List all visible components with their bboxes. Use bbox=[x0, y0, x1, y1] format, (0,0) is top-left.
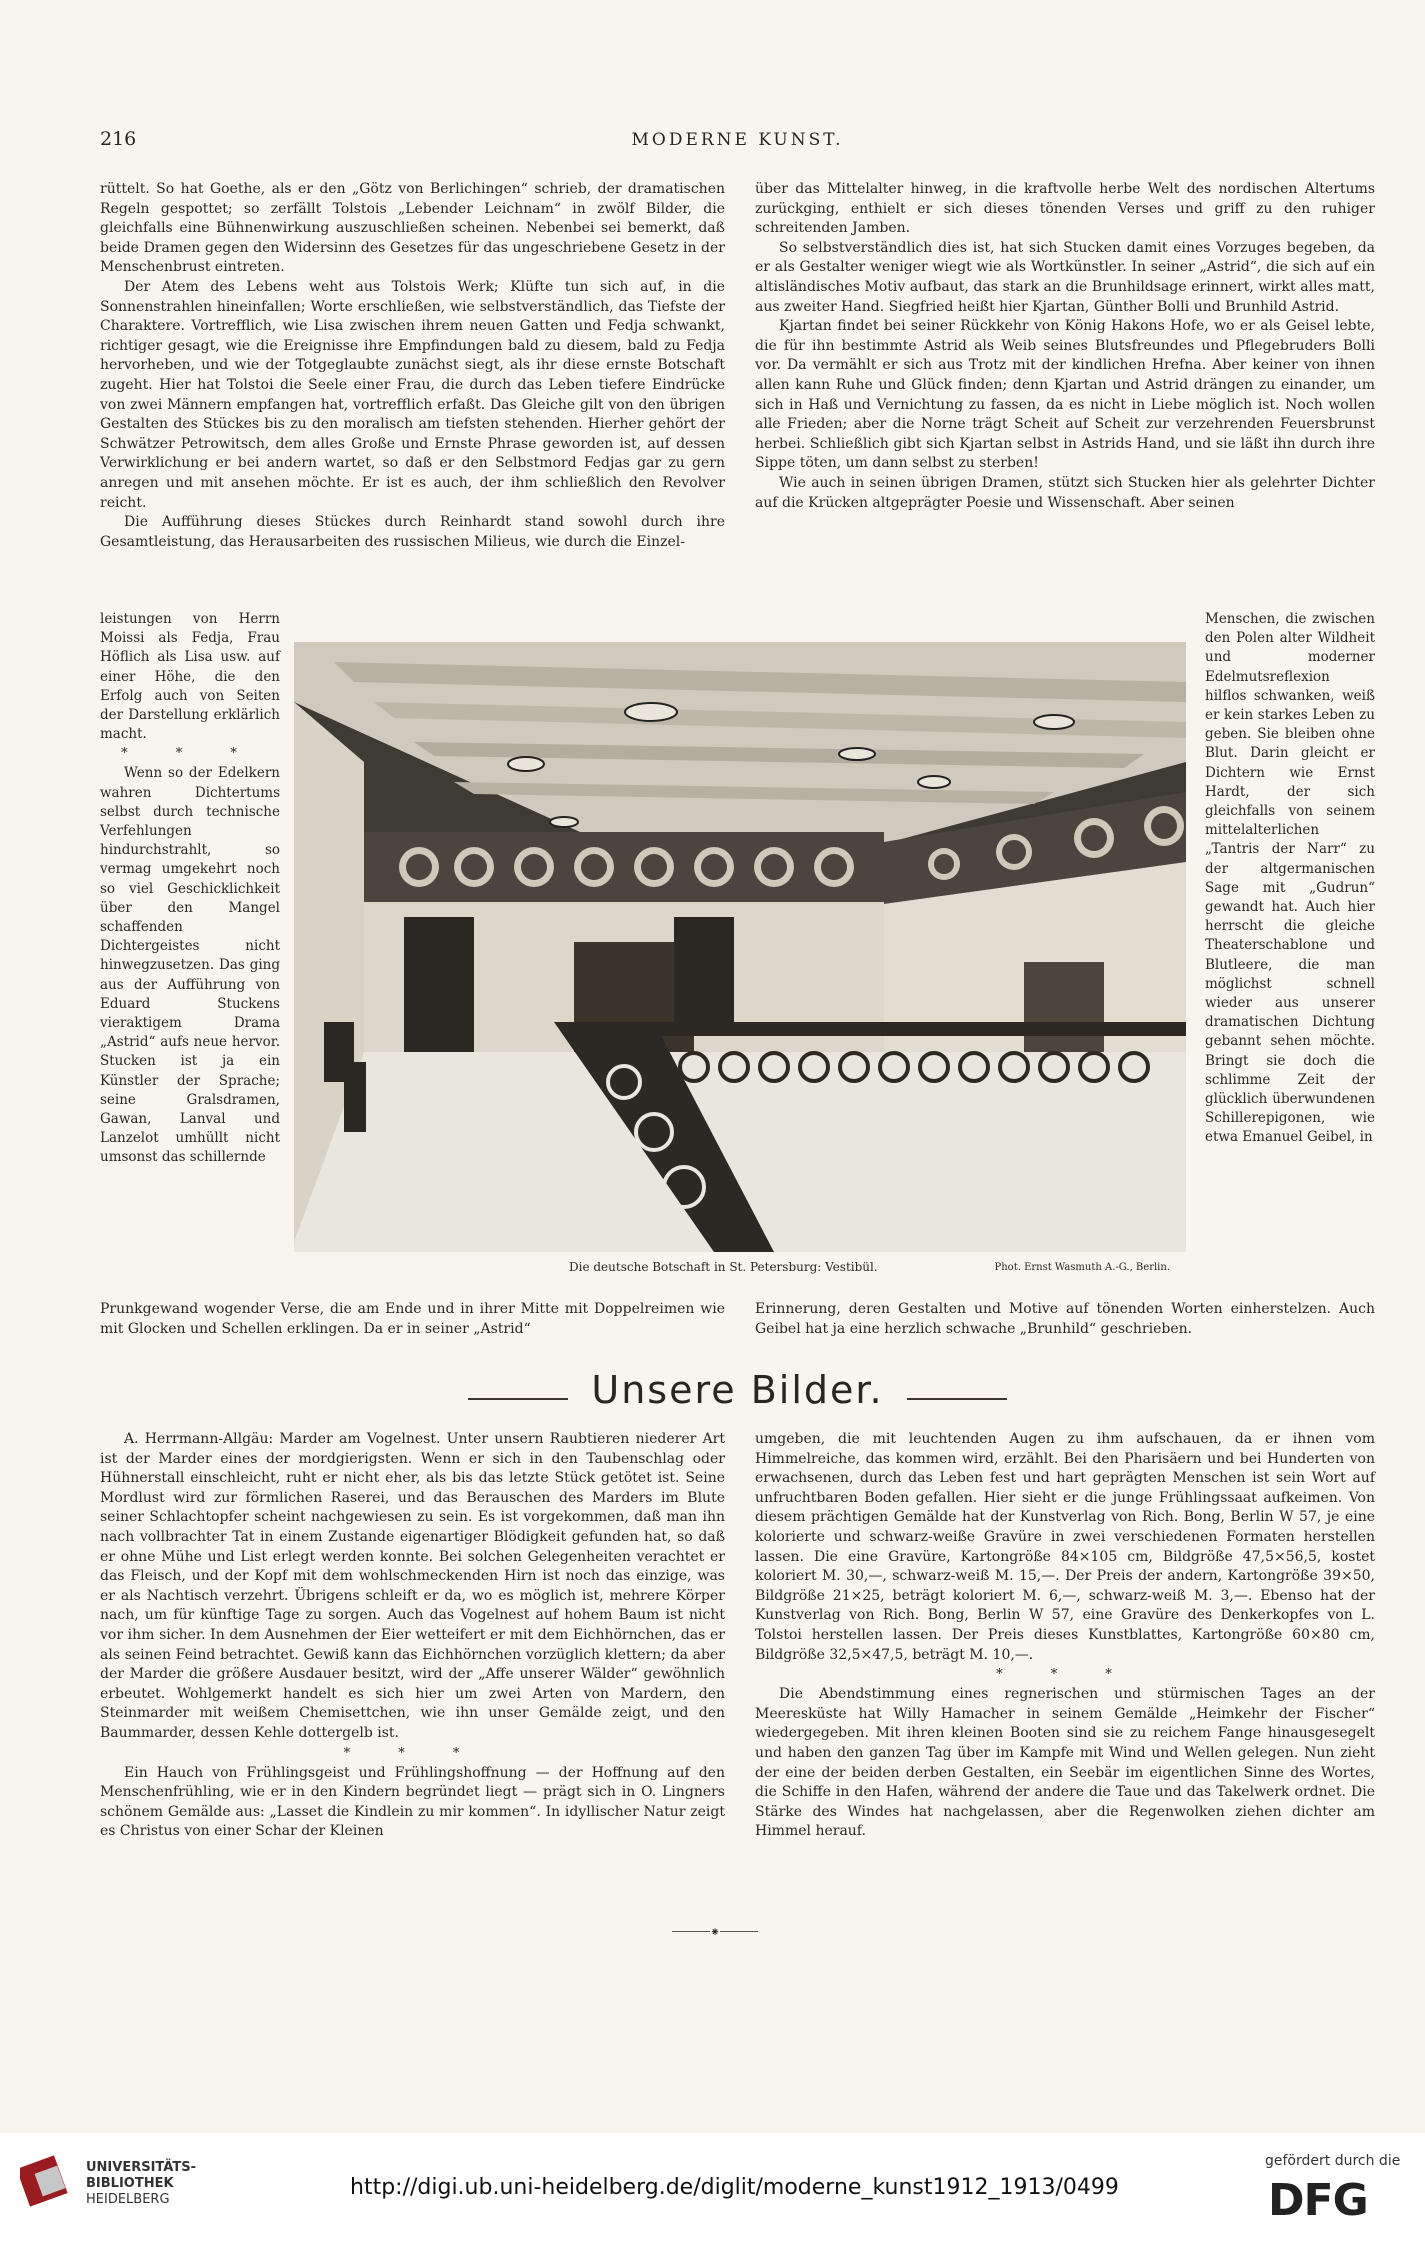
paragraph: leistungen von Herrn Moissi als Fedja, Frau Höflich als Lisa usw. auf einer Höhe, die den Erfolg auch von Seiten der Darstellung erklärlich macht. bbox=[100, 611, 280, 743]
bilder-left-column bbox=[100, 1430, 725, 1842]
photo-credit: Phot. Ernst Wasmuth A.-G., Berlin. bbox=[994, 1262, 1170, 1273]
university-library-logo-icon bbox=[20, 2151, 80, 2211]
running-title: MODERNE KUNST. bbox=[631, 130, 844, 150]
heading-rule-left bbox=[468, 1398, 568, 1400]
article-left-bottom bbox=[100, 1300, 725, 1339]
funded-by-label: gefördert durch die bbox=[1265, 2153, 1401, 2169]
source-url-link[interactable]: http://digi.ub.uni-heidelberg.de/diglit/moderne_kunst1912_1913/0499 bbox=[350, 2175, 1119, 2200]
article-right-bottom bbox=[755, 1300, 1375, 1339]
section-stars: * * * bbox=[996, 1667, 1134, 1683]
paragraph: A. Herrmann-Allgäu: Marder am Vogelnest. Unter unsern Raubtieren niederer Art ist der Marder eines der mordgierigsten. Wenn er sich in den Taubenschlag oder Hühnerstall einschleicht, ruht er nicht eher, als bis das letzte Stück getötet ist. Seine Mordlust wird zur förmlichen Raserei, und das Berauschen des Marders im Blute seiner Schlachtopfer scheint nachgewiesen zu sein. Es ist vorgekommen, daß man ihn nach vollbrachter Tat in einem Zustande eigenartiger Blödigkeit gefunden hat, so daß er ohne Mühe und List erlegt werden konnte. Bei solchen Gelegenheiten verachtet er das Fleisch, und der Kopf mit dem wohlschmeckenden Hirn ist noch das einzige, was er als Nachtisch verzehrt. Übrigens schleift er da, wo es möglich ist, mehrere Körper nach, um für künftige Tage zu sorgen. Auch das Vogelnest auf hohem Baum ist nicht vor ihm sicher. In dem Ausnehmen der Eier wetteifert er mit dem Eichhörnchen, das er als seinen Feind betrachtet. Gewiß kann das Eichhörnchen vorzüglich klettern; da aber der Marder die größere Ausdauer besitzt, wird der „Affe unserer Wälder“ gewöhnlich erbeutet. Wohlgemerkt handelt es sich hier um zwei Arten von Mardern, den Steinmarder mit weißem Chemisettchen, wie ihn unser Gemälde zeigt, und den Baummarder, dessen Kehle dottergelb ist. bbox=[100, 1431, 725, 1741]
article-right-narrow bbox=[1205, 610, 1375, 1148]
article-left-narrow bbox=[100, 610, 280, 1168]
institution-line: HEIDELBERG bbox=[86, 2192, 170, 2207]
paragraph: Erinnerung, deren Gestalten und Motive auf tönenden Worten einherstelzen. Auch Geibel hat ja eine herzlich schwache „Brunhild“ geschrieben. bbox=[755, 1301, 1375, 1337]
paragraph: umgeben, die mit leuchtenden Augen zu ihm aufschauen, da er ihnen vom Himmelreiche, das kommen wird, erzählt. Bei den Pharisäern und bei Hunderten von erwachsenen, durch das Leben fest und hart geprägten Menschen ist sein Wort auf unfruchtbaren Boden gefallen. Hier sieht er die junge Frühlingssaat aufkeimen. Von diesem prächtigen Gemälde hat der Kunstverlag von Rich. Bong, Berlin W 57, je eine kolorierte und schwarz-weiße Gravüre in zwei verschiedenen Formaten herstellen lassen. Die eine Gravüre, Kartongröße 84×105 cm, Bildgröße 47,5×56,5, kostet koloriert M. 30,—, schwarz-weiß M. 15,—. Der Preis der andern, Kartongröße 39×50, Bildgröße 21×25, beträgt koloriert M. 6,—, schwarz-weiß M. 3,—. Ebenso hat der Kunstverlag von Rich. Bong, Berlin W 57, eine Gravüre des Denkerkopfes von L. Tolstoi herstellen lassen. Der Preis dieses Kunstblattes, Kartongröße 60×80 cm, Bildgröße 32,5×47,5, beträgt M. 10,—. bbox=[755, 1431, 1375, 1663]
end-ornament: ⁕ bbox=[660, 1924, 770, 1939]
institution-line: BIBLIOTHEK bbox=[86, 2176, 174, 2191]
article-right-column bbox=[755, 180, 1375, 513]
paragraph: Kjartan findet bei seiner Rückkehr von König Hakons Hofe, wo er als Geisel lebte, die für ihn bestimmte Astrid als Weib seines Blutsfreundes und Pflegebruders Bolli vor. Da vermählt er sich aus Trotz mit der kindlichen Hrefna. Aber keiner von ihnen allen kann Ruhe und Glück finden; denn Kjartan und Astrid drängen zu einander, um sich in Haß und Vernichtung zu fassen, da es nicht in Liebe möglich ist. Noch wollen alle Frieden; aber die Norne trägt Scheit auf Scheit zur verzehrenden Feuersbrunst herbei. Schließlich gibt sich Kjartan selbst in Astrids Hand, und sie läßt ihn durch ihre Sippe töten, um dann selbst zu sterben! bbox=[755, 318, 1375, 472]
paragraph: Prunkgewand wogender Verse, die am Ende und in ihrer Mitte mit Doppelreimen wie mit Glocken und Schellen erklingen. Da er in seiner „Astrid“ bbox=[100, 1301, 725, 1337]
paragraph: Wenn so der Edelkern wahren Dichtertums selbst durch technische Verfehlungen hindurchstrahlt, so vermag umgekehrt noch so viel Geschicklichkeit über den Mangel schaffenden Dichtergeistes nicht hinwegzusetzen. Das ging aus der Aufführung von Eduard Stuckens vieraktigem Drama „Astrid“ aufs neue hervor. Stucken ist ja ein Künstler der Sprache; seine Gralsdramen, Gawan, Lanval und Lanzelot umhüllt nicht umsonst das schillernde bbox=[100, 765, 280, 1166]
paragraph: Die Abendstimmung eines regnerischen und stürmischen Tages an der Meeresküste hat Willy Hamacher in seinem Gemälde „Heimkehr der Fischer“ wiedergegeben. Mit ihren kleinen Booten sind sie zu reichem Fange hinausgesegelt und haben den ganzen Tag über im Kampfe mit Wind und Wellen gelegen. Nun zieht der eine der beiden derben Gestalten, ein Seebär im eigentlichen Sinne des Wortes, die Schiffe in den Hafen, während der andere die Taue und das Takelwerk ordnet. Die Stärke des Windes hat nachgelassen, aber die Regenwolken ziehen dichter am Himmel herauf. bbox=[755, 1686, 1375, 1840]
section-title: Unsere Bilder. bbox=[591, 1368, 884, 1412]
paragraph: Ein Hauch von Frühlingsgeist und Frühlingshoffnung — der Hoffnung auf den Menschenfrühling, wie er in den Kindern begründet liegt — prägt sich in O. Lingners schönem Gemälde aus: „Lasset die Kindlein zu mir kommen“. In idyllischer Natur zeigt es Christus von einer Schar der Kleinen bbox=[100, 1764, 725, 1840]
institution-line: UNIVERSITÄTS- bbox=[86, 2160, 196, 2175]
paragraph: Die Aufführung dieses Stückes durch Reinhardt stand sowohl durch ihre Gesamtleistung, das Herausarbeiten des russischen Milieus, wie durch die Einzel- bbox=[100, 514, 725, 550]
section-heading bbox=[100, 1368, 1375, 1422]
institution-name bbox=[86, 2160, 196, 2208]
section-stars: * * * bbox=[121, 746, 259, 762]
page-number: 216 bbox=[100, 128, 137, 150]
paragraph: über das Mittelalter hinweg, in die kraftvolle herbe Welt des nordischen Altertums zurückging, enthielt er sich dieses tönenden Verses und griff zu den ruhiger schreitenden Jamben. bbox=[755, 181, 1375, 237]
page-header bbox=[100, 128, 1375, 158]
caption-text: Die deutsche Botschaft in St. Petersburg: Vestibül. bbox=[569, 1260, 878, 1274]
bilder-right-column bbox=[755, 1430, 1375, 1842]
vestibule-illustration bbox=[294, 642, 1186, 1252]
paragraph: Menschen, die zwischen den Polen alter Wildheit und moderner Edelmutsreflexion hilflos schwanken, weiß er kein starkes Leben zu geben. Sie bleiben ohne Blut. Darin gleicht er Dichtern wie Ernst Hardt, der sich gleichfalls von seinem mittelalterlichen „Tantris der Narr“ zu der altgermanischen Sage mit „Gudrun“ gewandt hat. Auch hier herrscht die gleiche Theaterschablone und Blutleere, die man möglichst schnell wieder aus unserer dramatischen Dichtung gebannt sehen möchte. Bringt sie doch die schlimme Zeit der glücklich überwundenen Schillerepigonen, wie etwa Emanuel Geibel, in bbox=[1205, 611, 1375, 1146]
paragraph: Wie auch in seinen übrigen Dramen, stützt sich Stucken hier als gelehrter Dichter auf die Krücken altgeprägter Poesie und Wissenschaft. Aber seinen bbox=[755, 474, 1375, 511]
photo-embassy-vestibule bbox=[294, 642, 1186, 1252]
article-left-column bbox=[100, 180, 725, 552]
paragraph: rüttelt. So hat Goethe, als er den „Götz von Berlichingen“ schrieb, der dramatischen Regeln gespottet; so zerfällt Tolstois „Lebender Leichnam“ in zwölf Bilder, die gleichfalls eine Bühnenwirkung auszuschließen scheinen. Nebenbei sei bemerkt, daß beide Dramen gegen den Widersinn des Gesetzes für das ungeschriebene Gesetz in der Menschenbrust eintreten. bbox=[100, 181, 725, 276]
paragraph: Der Atem des Lebens weht aus Tolstois Werk; Klüfte tun sich auf, in die Sonnenstrahlen hineinfallen; Worte erschließen, wie selbstverständlich, das Tiefste der Charaktere. Vortrefflich, wie Lisa zwischen ihrem neuen Gatten und Fedja schwankt, richtiger gesagt, wie die Ereignisse ihre Empfindungen bald zu diesem, bald zu Fedja hervorheben, und wie der Totgeglaubte zunächst siegt, als ihr diese ernste Botschaft zugeht. Hier hat Tolstoi die Seele einer Frau, die durch das Leben tiefere Eindrücke von zwei Männern empfangen hat, vortrefflich erfaßt. Das Gleiche gilt von den übrigen Gestalten des Stückes bis zu den moralisch am tiefsten stehenden. Hierher gehört der Schwätzer Petrowitsch, dem alles Große und Ernste Phrase geworden ist, auf dessen Verwirklichung er bei andern wartet, so daß er den Selbstmord Fedjas gar zu gern anregen und mit ansehen möchte. Er ist es auch, der ihm schließlich den Revolver reicht. bbox=[100, 278, 725, 511]
digitization-footer bbox=[0, 2133, 1425, 2243]
figure bbox=[294, 642, 1186, 1274]
dfg-logo: DFG bbox=[1268, 2175, 1368, 2226]
section-stars: * * * bbox=[343, 1745, 482, 1761]
heading-rule-right bbox=[907, 1398, 1007, 1400]
paragraph: So selbstverständlich dies ist, hat sich Stucken damit eines Vorzuges begeben, da er als Gestalter weniger wiegt wie als Wortkünstler. In seiner „Astrid“, die sich auf ein altisländisches Motiv aufbaut, das stark an die Brunhildsage erinnert, wirkt alles matt, aus zweiter Hand. Siegfried heißt hier Kjartan, Günther Bolli und Brunhild Astrid. bbox=[755, 239, 1375, 315]
